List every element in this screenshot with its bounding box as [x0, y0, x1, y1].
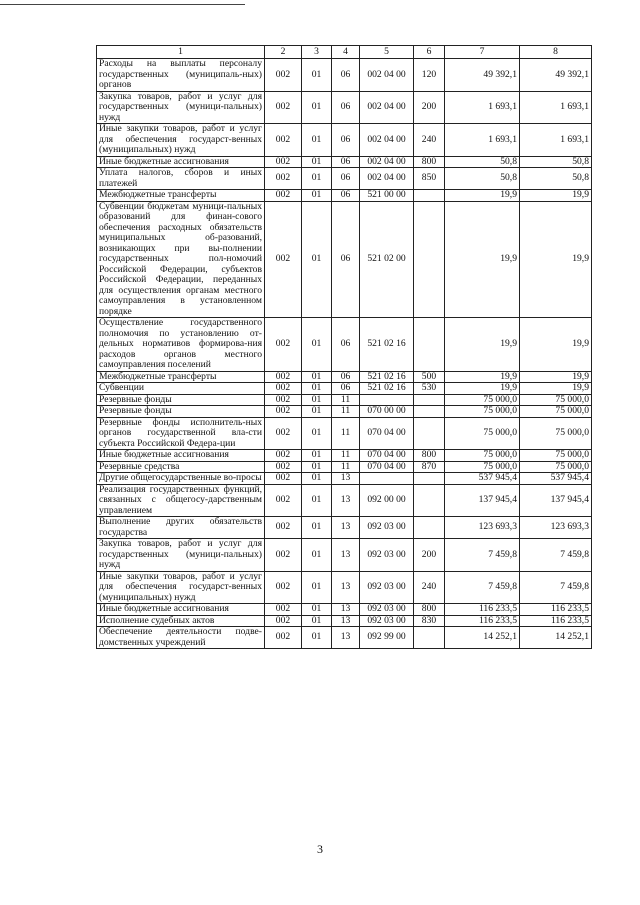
row-name: Закупка товаров, работ и услуг для государственных (муници-пальных) нужд [97, 539, 265, 572]
cell-code-article: 002 04 00 [360, 59, 414, 92]
row-name: Закупка товаров, работ и услуг для государственных (муници-пальных) нужд [97, 91, 265, 124]
cell-code-article: 070 04 00 [360, 417, 414, 450]
cell-code-subsection: 13 [332, 615, 360, 627]
cell-amount-2: 537 945,4 [520, 473, 592, 485]
cell-code-admin: 002 [265, 627, 302, 649]
cell-code-admin: 002 [265, 201, 302, 318]
top-rule [0, 4, 245, 5]
cell-amount-2: 75 000,0 [520, 406, 592, 418]
cell-code-section: 01 [302, 406, 332, 418]
cell-code-subsection: 11 [332, 461, 360, 473]
cell-amount-1: 14 252,1 [445, 627, 520, 649]
cell-code-admin: 002 [265, 394, 302, 406]
cell-code-type [414, 627, 445, 649]
cell-code-type: 240 [414, 571, 445, 604]
cell-code-admin: 002 [265, 615, 302, 627]
row-name: Межбюджетные трансферты [97, 190, 265, 202]
table-row [97, 124, 592, 157]
cell-amount-1: 116 233,5 [445, 615, 520, 627]
cell-amount-2: 7 459,8 [520, 571, 592, 604]
cell-code-subsection: 06 [332, 124, 360, 157]
cell-code-subsection: 06 [332, 318, 360, 372]
cell-code-subsection: 11 [332, 394, 360, 406]
cell-code-admin: 002 [265, 91, 302, 124]
row-name: Иные бюджетные ассигнования [97, 450, 265, 462]
cell-code-type: 800 [414, 604, 445, 616]
cell-code-type: 870 [414, 461, 445, 473]
cell-code-section: 01 [302, 627, 332, 649]
row-name: Иные закупки товаров, работ и услуг для обеспечения государст-венных (муниципальных) нужд [97, 571, 265, 604]
cell-code-subsection: 13 [332, 627, 360, 649]
cell-code-type: 800 [414, 156, 445, 168]
cell-code-article: 070 04 00 [360, 450, 414, 462]
table-row [97, 627, 592, 649]
cell-code-article: 002 04 00 [360, 168, 414, 190]
table-row [97, 473, 592, 485]
cell-code-article: 002 04 00 [360, 124, 414, 157]
cell-code-article: 092 03 00 [360, 604, 414, 616]
cell-amount-2: 75 000,0 [520, 461, 592, 473]
cell-code-subsection: 11 [332, 406, 360, 418]
cell-code-type: 530 [414, 383, 445, 395]
cell-code-admin: 002 [265, 539, 302, 572]
cell-code-article: 070 00 00 [360, 406, 414, 418]
row-name: Резервные фонды [97, 394, 265, 406]
cell-code-admin: 002 [265, 124, 302, 157]
row-name: Выполнение других обязательств государства [97, 517, 265, 539]
row-name: Иные бюджетные ассигнования [97, 604, 265, 616]
cell-code-type [414, 394, 445, 406]
cell-code-admin: 002 [265, 406, 302, 418]
row-name: Резервные средства [97, 461, 265, 473]
cell-amount-1: 1 693,1 [445, 124, 520, 157]
cell-code-subsection: 06 [332, 156, 360, 168]
cell-code-article: 521 02 16 [360, 371, 414, 383]
cell-amount-1: 50,8 [445, 168, 520, 190]
row-name: Исполнение судебных актов [97, 615, 265, 627]
cell-code-admin: 002 [265, 461, 302, 473]
table-row [97, 517, 592, 539]
budget-table [96, 45, 592, 649]
cell-code-section: 01 [302, 168, 332, 190]
cell-code-article: 521 02 16 [360, 318, 414, 372]
cell-code-admin: 002 [265, 473, 302, 485]
cell-amount-2: 75 000,0 [520, 417, 592, 450]
cell-code-subsection: 13 [332, 484, 360, 517]
row-name: Иные закупки товаров, работ и услуг для обеспечения государст-венных (муниципальных) нужд [97, 124, 265, 157]
cell-amount-1: 75 000,0 [445, 461, 520, 473]
table-row [97, 394, 592, 406]
cell-code-section: 01 [302, 539, 332, 572]
cell-code-type: 120 [414, 59, 445, 92]
cell-code-article: 002 04 00 [360, 156, 414, 168]
table-row [97, 168, 592, 190]
cell-code-admin: 002 [265, 168, 302, 190]
row-name: Обеспечение деятельности подве-домственных учреждений [97, 627, 265, 649]
cell-code-subsection: 13 [332, 473, 360, 485]
row-name: Осуществление государственного полномочия по установлению от-дельных нормативов формирова-ния расходов органов местного самоуправления поселений [97, 318, 265, 372]
cell-code-subsection: 11 [332, 450, 360, 462]
cell-code-type: 200 [414, 539, 445, 572]
row-name: Субвенции бюджетам муници-пальных образований для финан-сового обеспечения расходных обязательств муниципальных об-разований, возникающих при вы-полнении государственных пол-номочий Российской Федерации, субъектов Российской Федерации, переданных для осуществления органам местного самоуправления в установленном порядке [97, 201, 265, 318]
table-row [97, 571, 592, 604]
cell-code-section: 01 [302, 461, 332, 473]
cell-code-admin: 002 [265, 156, 302, 168]
cell-code-admin: 002 [265, 484, 302, 517]
cell-code-subsection: 13 [332, 539, 360, 572]
cell-code-article: 070 04 00 [360, 461, 414, 473]
cell-code-section: 01 [302, 156, 332, 168]
cell-amount-2: 7 459,8 [520, 539, 592, 572]
cell-code-type [414, 484, 445, 517]
cell-code-type [414, 417, 445, 450]
cell-code-section: 01 [302, 371, 332, 383]
cell-code-section: 01 [302, 201, 332, 318]
cell-amount-1: 50,8 [445, 156, 520, 168]
cell-amount-2: 123 693,3 [520, 517, 592, 539]
cell-amount-1: 19,9 [445, 371, 520, 383]
cell-code-subsection: 06 [332, 201, 360, 318]
cell-code-subsection: 06 [332, 383, 360, 395]
cell-code-admin: 002 [265, 383, 302, 395]
cell-code-admin: 002 [265, 450, 302, 462]
col-header: 2 [265, 46, 302, 59]
col-header: 1 [97, 46, 265, 59]
cell-amount-2: 19,9 [520, 190, 592, 202]
row-name: Уплата налогов, сборов и иных платежей [97, 168, 265, 190]
table-row [97, 484, 592, 517]
cell-code-type: 500 [414, 371, 445, 383]
cell-code-article: 092 03 00 [360, 517, 414, 539]
cell-amount-2: 75 000,0 [520, 394, 592, 406]
table-row [97, 201, 592, 318]
cell-amount-2: 116 233,5 [520, 615, 592, 627]
cell-code-subsection: 06 [332, 91, 360, 124]
cell-code-admin: 002 [265, 604, 302, 616]
cell-amount-2: 137 945,4 [520, 484, 592, 517]
cell-amount-2: 19,9 [520, 201, 592, 318]
table-row [97, 371, 592, 383]
cell-code-article: 092 03 00 [360, 615, 414, 627]
cell-amount-1: 75 000,0 [445, 417, 520, 450]
cell-code-section: 01 [302, 615, 332, 627]
cell-code-section: 01 [302, 473, 332, 485]
row-name: Межбюджетные трансферты [97, 371, 265, 383]
cell-code-section: 01 [302, 318, 332, 372]
cell-code-subsection: 13 [332, 517, 360, 539]
cell-code-admin: 002 [265, 371, 302, 383]
row-name: Иные бюджетные ассигнования [97, 156, 265, 168]
cell-code-type [414, 406, 445, 418]
col-header: 8 [520, 46, 592, 59]
row-name: Реализация государственных функций, связанных с общегосу-дарственным управлением [97, 484, 265, 517]
table-row [97, 156, 592, 168]
table-row [97, 383, 592, 395]
cell-code-section: 01 [302, 484, 332, 517]
col-header: 5 [360, 46, 414, 59]
cell-code-subsection: 06 [332, 168, 360, 190]
table-row [97, 406, 592, 418]
cell-code-article [360, 394, 414, 406]
cell-code-article: 521 00 00 [360, 190, 414, 202]
cell-code-article: 521 02 16 [360, 383, 414, 395]
cell-amount-1: 19,9 [445, 383, 520, 395]
cell-code-section: 01 [302, 417, 332, 450]
cell-code-subsection: 11 [332, 417, 360, 450]
table-header-row [97, 46, 592, 59]
page-number: 3 [317, 842, 323, 856]
row-name: Резервные фонды исполнитель-ных органов государственной вла-сти субъекта Российской Федера-ции [97, 417, 265, 450]
cell-amount-1: 75 000,0 [445, 406, 520, 418]
cell-code-article: 092 03 00 [360, 571, 414, 604]
table-row [97, 604, 592, 616]
cell-amount-2: 116 233,5 [520, 604, 592, 616]
row-name: Расходы на выплаты персоналу государственных (муниципаль-ных) органов [97, 59, 265, 92]
cell-amount-1: 537 945,4 [445, 473, 520, 485]
cell-code-article [360, 473, 414, 485]
cell-code-type [414, 201, 445, 318]
cell-code-admin: 002 [265, 517, 302, 539]
cell-code-admin: 002 [265, 318, 302, 372]
table-row [97, 318, 592, 372]
cell-code-section: 01 [302, 91, 332, 124]
cell-code-subsection: 13 [332, 571, 360, 604]
cell-code-article: 002 04 00 [360, 91, 414, 124]
table-row [97, 190, 592, 202]
cell-amount-1: 1 693,1 [445, 91, 520, 124]
cell-code-section: 01 [302, 124, 332, 157]
cell-code-type [414, 517, 445, 539]
cell-code-section: 01 [302, 571, 332, 604]
table-row [97, 450, 592, 462]
cell-amount-1: 7 459,8 [445, 571, 520, 604]
cell-amount-1: 19,9 [445, 201, 520, 318]
table-row [97, 91, 592, 124]
cell-amount-2: 19,9 [520, 383, 592, 395]
cell-code-subsection: 06 [332, 190, 360, 202]
cell-code-section: 01 [302, 450, 332, 462]
cell-code-section: 01 [302, 604, 332, 616]
cell-amount-1: 116 233,5 [445, 604, 520, 616]
cell-amount-2: 19,9 [520, 318, 592, 372]
cell-code-type: 850 [414, 168, 445, 190]
cell-code-section: 01 [302, 190, 332, 202]
table-row [97, 461, 592, 473]
cell-code-article: 521 02 00 [360, 201, 414, 318]
cell-code-type [414, 190, 445, 202]
cell-amount-2: 50,8 [520, 168, 592, 190]
cell-amount-2: 49 392,1 [520, 59, 592, 92]
table-row [97, 615, 592, 627]
cell-code-type [414, 318, 445, 372]
cell-amount-2: 19,9 [520, 371, 592, 383]
cell-code-section: 01 [302, 59, 332, 92]
cell-code-admin: 002 [265, 417, 302, 450]
cell-code-type: 800 [414, 450, 445, 462]
cell-amount-1: 19,9 [445, 318, 520, 372]
row-name: Субвенции [97, 383, 265, 395]
cell-code-admin: 002 [265, 190, 302, 202]
cell-code-section: 01 [302, 383, 332, 395]
table-body [97, 59, 592, 649]
cell-code-subsection: 06 [332, 371, 360, 383]
cell-code-section: 01 [302, 394, 332, 406]
col-header: 7 [445, 46, 520, 59]
cell-amount-2: 75 000,0 [520, 450, 592, 462]
cell-amount-1: 75 000,0 [445, 394, 520, 406]
cell-code-type: 830 [414, 615, 445, 627]
cell-amount-1: 75 000,0 [445, 450, 520, 462]
cell-amount-2: 14 252,1 [520, 627, 592, 649]
cell-amount-1: 137 945,4 [445, 484, 520, 517]
cell-code-type [414, 473, 445, 485]
col-header: 4 [332, 46, 360, 59]
cell-code-article: 092 03 00 [360, 539, 414, 572]
cell-code-subsection: 06 [332, 59, 360, 92]
col-header: 3 [302, 46, 332, 59]
cell-code-type: 200 [414, 91, 445, 124]
cell-code-admin: 002 [265, 571, 302, 604]
cell-code-article: 092 99 00 [360, 627, 414, 649]
cell-code-section: 01 [302, 517, 332, 539]
table-row [97, 539, 592, 572]
cell-code-article: 092 00 00 [360, 484, 414, 517]
cell-code-type: 240 [414, 124, 445, 157]
row-name: Другие общегосударственные во-просы [97, 473, 265, 485]
cell-amount-1: 7 459,8 [445, 539, 520, 572]
col-header: 6 [414, 46, 445, 59]
table-row [97, 417, 592, 450]
cell-amount-1: 49 392,1 [445, 59, 520, 92]
cell-amount-2: 1 693,1 [520, 124, 592, 157]
cell-amount-2: 1 693,1 [520, 91, 592, 124]
cell-code-subsection: 13 [332, 604, 360, 616]
table-row [97, 59, 592, 92]
cell-code-admin: 002 [265, 59, 302, 92]
cell-amount-1: 123 693,3 [445, 517, 520, 539]
cell-amount-2: 50,8 [520, 156, 592, 168]
cell-amount-1: 19,9 [445, 190, 520, 202]
row-name: Резервные фонды [97, 406, 265, 418]
